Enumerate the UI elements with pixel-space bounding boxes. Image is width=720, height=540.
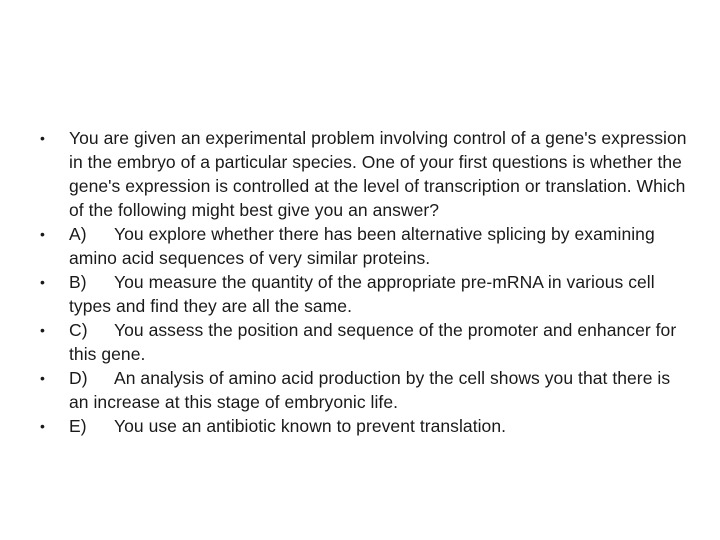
option-d (40, 366, 690, 414)
option-letter: B) (69, 272, 87, 292)
option-text: You use an antibiotic known to prevent translation. (114, 416, 507, 436)
bullet-icon: • (40, 418, 45, 434)
option-e (40, 414, 690, 438)
bullet-icon: • (40, 226, 45, 242)
option-text: An analysis of amino acid production by the cell shows you that there is an increase at this stage of embryonic life. (69, 368, 671, 412)
option-c (40, 318, 690, 366)
question-stem-text: You are given an experimental problem involving control of a gene's expression in the embryo of a particular species. One of your first questions is whether the gene's expression is controlled at the level of transcription or translation. Which of the following might best give you an answer? (69, 128, 687, 220)
option-letter: D) (69, 368, 88, 388)
option-text: You assess the position and sequence of the promoter and enhancer for this gene. (69, 320, 677, 364)
option-a (40, 222, 690, 270)
question-stem (40, 126, 690, 222)
option-letter: E) (69, 416, 87, 436)
option-text: You explore whether there has been alternative splicing by examining amino acid sequences of very similar proteins. (69, 224, 655, 268)
bullet-icon: • (40, 274, 45, 290)
option-b (40, 270, 690, 318)
question-bullet-list (40, 126, 690, 438)
option-text: You measure the quantity of the appropriate pre-mRNA in various cell types and find they are all the same. (69, 272, 655, 316)
option-letter: A) (69, 224, 87, 244)
bullet-icon: • (40, 322, 45, 338)
option-letter: C) (69, 320, 88, 340)
bullet-icon: • (40, 130, 45, 146)
bullet-icon: • (40, 370, 45, 386)
